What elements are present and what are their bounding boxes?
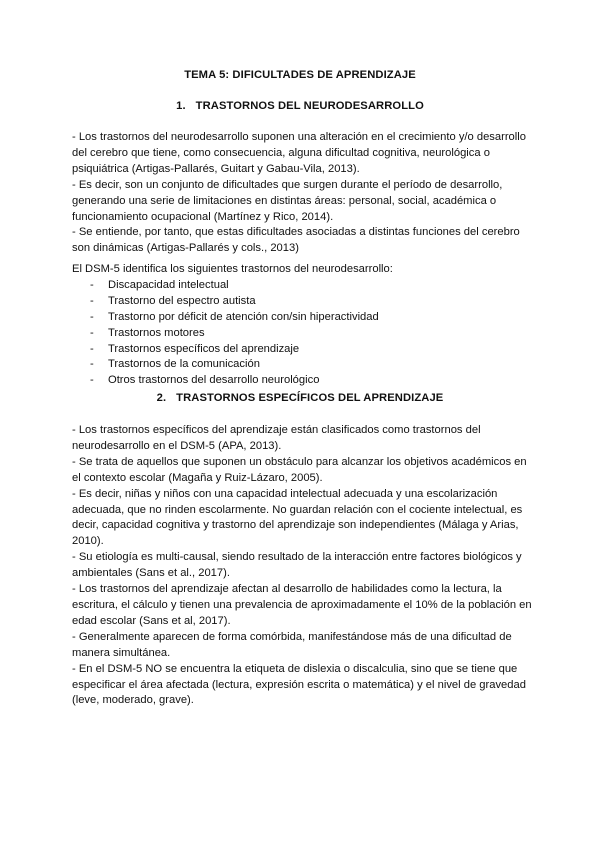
list-marker: -	[90, 326, 94, 339]
paragraph: - En el DSM-5 NO se encuentra la etiqueta de dislexia o discalculia, sino que se tiene que especificar el área afectada (lectura, expresión escrita o matemática) y el nivel de gravedad (leve, moderado, grave).	[72, 662, 526, 707]
paragraph: - Se trata de aquellos que suponen un obstáculo para alcanzar los objetivos académicos en el contexto escolar (Magaña y Ruiz-Lázaro, 2005).	[72, 455, 527, 484]
list-item: - Trastornos específicos del aprendizaje	[72, 342, 534, 358]
list-item: - Trastornos motores	[72, 326, 534, 342]
dsm5-list-block	[72, 262, 534, 389]
document-title: TEMA 5: DIFICULTADES DE APRENDIZAJE	[184, 69, 416, 81]
list-marker: -	[90, 278, 94, 291]
list-item: - Trastorno por déficit de atención con/sin hiperactividad	[72, 310, 534, 326]
list-marker: -	[90, 374, 94, 387]
section-1-title: TRASTORNOS DEL NEURODESARROLLO	[195, 100, 424, 112]
list-item: - Trastorno del espectro autista	[72, 294, 534, 310]
paragraph: - Los trastornos del neurodesarrollo suponen una alteración en el crecimiento y/o desarrollo del cerebro que tiene, como consecuencia, alguna dificultad cognitiva, neurológica o psiquiátrica (Artigas-Pallarés, Guitart y Gabau-Vila, 2013).	[72, 131, 526, 175]
list-marker: -	[90, 342, 94, 355]
paragraph: - Los trastornos específicos del aprendizaje están clasificados como trastornos del neurodesarrollo en el DSM-5 (APA, 2013).	[72, 424, 481, 452]
section-2-paragraphs	[72, 423, 534, 709]
section-2-title: TRASTORNOS ESPECÍFICOS DEL APRENDIZAJE	[176, 392, 444, 404]
section-1-paragraphs	[72, 130, 534, 257]
list-intro: El DSM-5 identifica los siguientes trastornos del neurodesarrollo:	[72, 263, 393, 275]
section-1-heading	[0, 100, 600, 112]
paragraph: - Es decir, son un conjunto de dificultades que surgen durante el período de desarrollo, generando una serie de limitaciones en distintas áreas: personal, social, académica o funcionamiento ocupacional (Martínez y Rico, 2014).	[72, 178, 503, 223]
list-item: - Discapacidad intelectual	[72, 278, 534, 294]
list-marker: -	[90, 358, 94, 371]
list-item: - Trastornos de la comunicación	[72, 357, 534, 373]
paragraph: - Generalmente aparecen de forma comórbida, manifestándose más de una dificultad de manera simultánea.	[72, 630, 512, 659]
list-item: - Otros trastornos del desarrollo neurológico	[72, 373, 534, 389]
section-2-number: 2.	[156, 392, 167, 404]
paragraph: - Se entiende, por tanto, que estas dificultades asociadas a distintas funciones del cerebro son dinámicas (Artigas-Pallarés y cols., 2013)	[72, 226, 520, 255]
section-1-number: 1.	[176, 100, 186, 112]
list-marker: -	[90, 310, 94, 323]
list-marker: -	[90, 294, 94, 307]
paragraph: - Los trastornos del aprendizaje afectan al desarrollo de habilidades como la lectura, la escritura, el cálculo y tienen una prevalencia de aproximadamente el 10% de la población en edad escolar (Sans et al, 2017).	[72, 583, 532, 627]
disorder-list	[72, 278, 534, 389]
paragraph: - Su etiología es multi-causal, siendo resultado de la interacción entre factores biológicos y ambientales (Sans et al., 2017).	[72, 551, 522, 580]
paragraph: - Es decir, niñas y niños con una capacidad intelectual adecuada y una escolarización adecuada, que no rinden escolarmente. No guardan relación con el cociente intelectual, es decir, capacidad cognitiva y trastorno del aprendizaje son independientes (Málaga y Arias, 2010).	[72, 487, 523, 548]
section-2-heading	[0, 392, 600, 404]
